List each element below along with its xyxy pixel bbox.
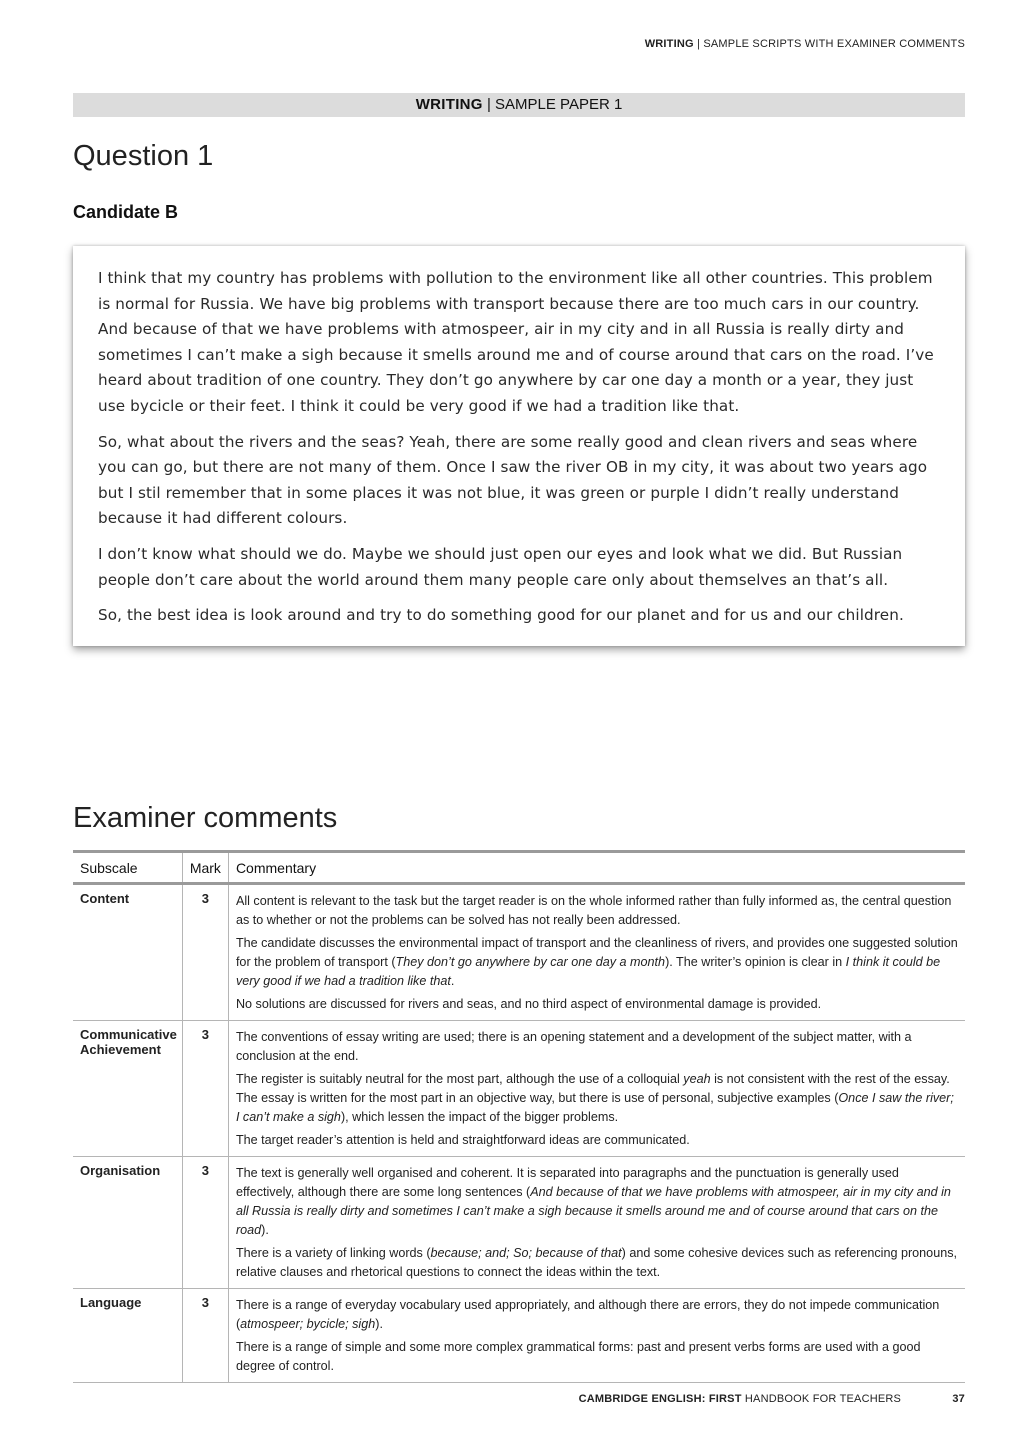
column-header-mark: Mark [182, 852, 228, 884]
footer-brand: CAMBRIDGE ENGLISH: FIRST [578, 1393, 742, 1405]
commentary-text: The text is generally well organised and coherent. It is separated into paragraphs and the punctuation is generally used effectively, although there are some long sentences ( [235, 1166, 899, 1199]
mark-cell: 3 [182, 1157, 228, 1289]
examiner-comments-title: Examiner comments [73, 802, 338, 834]
script-paragraph: So, the best idea is look around and try to do something good for our planet and for us and our children. [98, 606, 904, 625]
commentary-text: ). The writer’s opinion is clear in [665, 955, 846, 969]
script-paragraph: So, what about the rivers and the seas? Yeah, there are some really good and clean rivers and seas where you can go, but there are not many of them. Once I saw the river OB in my city, it was about two years ago but I stil remember that in some places it was not blue, it was green or purple I didn’t really understand because it had different colours. [98, 432, 928, 528]
script-paragraph: I think that my country has problems with pollution to the environment like all other countries. This problem is normal for Russia. We have big problems with transport because there are too much cars in our country. And because of that we have problems with atmospeer, air in my city and in all Russia is really dirty and sometimes I can’t make a sigh because it smells around me and of course around that cars on the road. I’ve heard about tradition of one country. They don’t go anywhere by car one day a month or a year, they just use bycicle or their feet. I think it could be very good if we had a tradition like that. [98, 269, 934, 415]
commentary-text: There is a variety of linking words ( [235, 1246, 431, 1260]
commentary-cell [228, 884, 965, 1021]
commentary-paragraph [236, 1070, 958, 1127]
candidate-script-box [73, 246, 965, 646]
subscale-cell: Language [73, 1289, 182, 1383]
footer-title: HANDBOOK FOR TEACHERS [744, 1393, 902, 1405]
commentary-paragraph [236, 1244, 958, 1282]
running-header-section: WRITING [644, 38, 694, 50]
quoted-example: because; and; So; because of that [430, 1246, 622, 1260]
subscale-cell: Organisation [73, 1157, 182, 1289]
commentary-text: There is a range of everyday vocabulary used appropriately, and although there are errors, they do not impede communication ( [235, 1298, 940, 1331]
quoted-example: atmospeer; bycicle; sigh [240, 1317, 376, 1331]
subscale-cell: Content [73, 884, 182, 1021]
commentary-paragraph [236, 934, 958, 991]
commentary-text: ). [375, 1317, 383, 1331]
page-number: 37 [952, 1393, 965, 1405]
running-header [645, 38, 965, 50]
quoted-example: They don’t go anywhere by car one day a month [395, 955, 666, 969]
commentary-text: is not consistent with the rest of the essay. The essay is written for the most part in an objective way, but there is use of personal, subjective examples ( [235, 1072, 950, 1105]
commentary-text: ), which lessen the impact of the bigger problems. [340, 1110, 619, 1124]
column-header-subscale: Subscale [73, 852, 182, 884]
column-header-commentary: Commentary [228, 852, 965, 884]
running-header-separator: | [697, 38, 701, 50]
table-row [73, 1021, 965, 1157]
commentary-paragraph: All content is relevant to the task but the target reader is on the whole informed rather than fully informed as, the central question as to whether or not the problems can be solved has not really been addressed. [235, 894, 952, 927]
commentary-text: The register is suitably neutral for the most part, although the use of a colloquial [235, 1072, 684, 1086]
commentary-paragraph: The target reader’s attention is held and straightforward ideas are communicated. [235, 1133, 690, 1147]
commentary-text: The candidate discusses the environmental impact of transport and the cleanliness of rivers, and provides one suggested solution for the problem of transport ( [235, 936, 958, 969]
commentary-text: ) and some cohesive devices such as referencing pronouns, relative clauses and rhetorical questions to connect the ideas within the text. [235, 1246, 957, 1279]
mark-cell: 3 [182, 1021, 228, 1157]
commentary-text: . [450, 974, 455, 988]
candidate-label: Candidate B [73, 202, 179, 222]
question-title: Question 1 [73, 140, 214, 172]
commentary-paragraph: There is a range of simple and some more complex grammatical forms: past and present verbs forms are used with a good degree of control. [235, 1340, 921, 1373]
quoted-example: I think it could be very good if we had a tradition like that [235, 955, 941, 988]
quoted-example: yeah [683, 1072, 711, 1086]
table-row [73, 884, 965, 1021]
commentary-cell [228, 1021, 965, 1157]
mark-cell: 3 [182, 1289, 228, 1383]
section-bar-title: WRITING [415, 96, 483, 113]
subscale-cell: Communicative Achievement [73, 1021, 182, 1157]
commentary-paragraph: No solutions are discussed for rivers and seas, and no third aspect of environmental damage is provided. [235, 997, 822, 1011]
table-body [73, 884, 965, 1383]
quoted-example: And because of that we have problems with atmospeer, air in my city and in all Russia is really dirty and sometimes I can’t make a sigh because it smells around me and of course around that cars on the road [235, 1185, 951, 1237]
mark-cell: 3 [182, 884, 228, 1021]
commentary-cell [228, 1157, 965, 1289]
commentary-paragraph [236, 1164, 958, 1240]
examiner-comments-table [73, 850, 965, 1383]
quoted-example: Once I saw the river; I can’t make a sigh [235, 1091, 954, 1124]
table-row [73, 1289, 965, 1383]
table-header-row [73, 852, 965, 884]
running-header-subtitle: SAMPLE SCRIPTS WITH EXAMINER COMMENTS [703, 38, 965, 50]
table-row [73, 1157, 965, 1289]
page-footer [579, 1393, 965, 1405]
commentary-paragraph [236, 1296, 958, 1334]
commentary-paragraph: The conventions of essay writing are used; there is an opening statement and a development of the subject matter, with a conclusion at the end. [235, 1030, 912, 1063]
section-bar [73, 93, 965, 117]
commentary-cell [228, 1289, 965, 1383]
section-bar-subtitle: SAMPLE PAPER 1 [495, 96, 623, 113]
commentary-text: ). [261, 1223, 269, 1237]
section-bar-separator: | [486, 96, 491, 113]
script-paragraph: I don’t know what should we do. Maybe we should just open our eyes and look what we did. But Russian people don’t care about the world around them many people care only about themselves an that’s all. [98, 544, 903, 589]
